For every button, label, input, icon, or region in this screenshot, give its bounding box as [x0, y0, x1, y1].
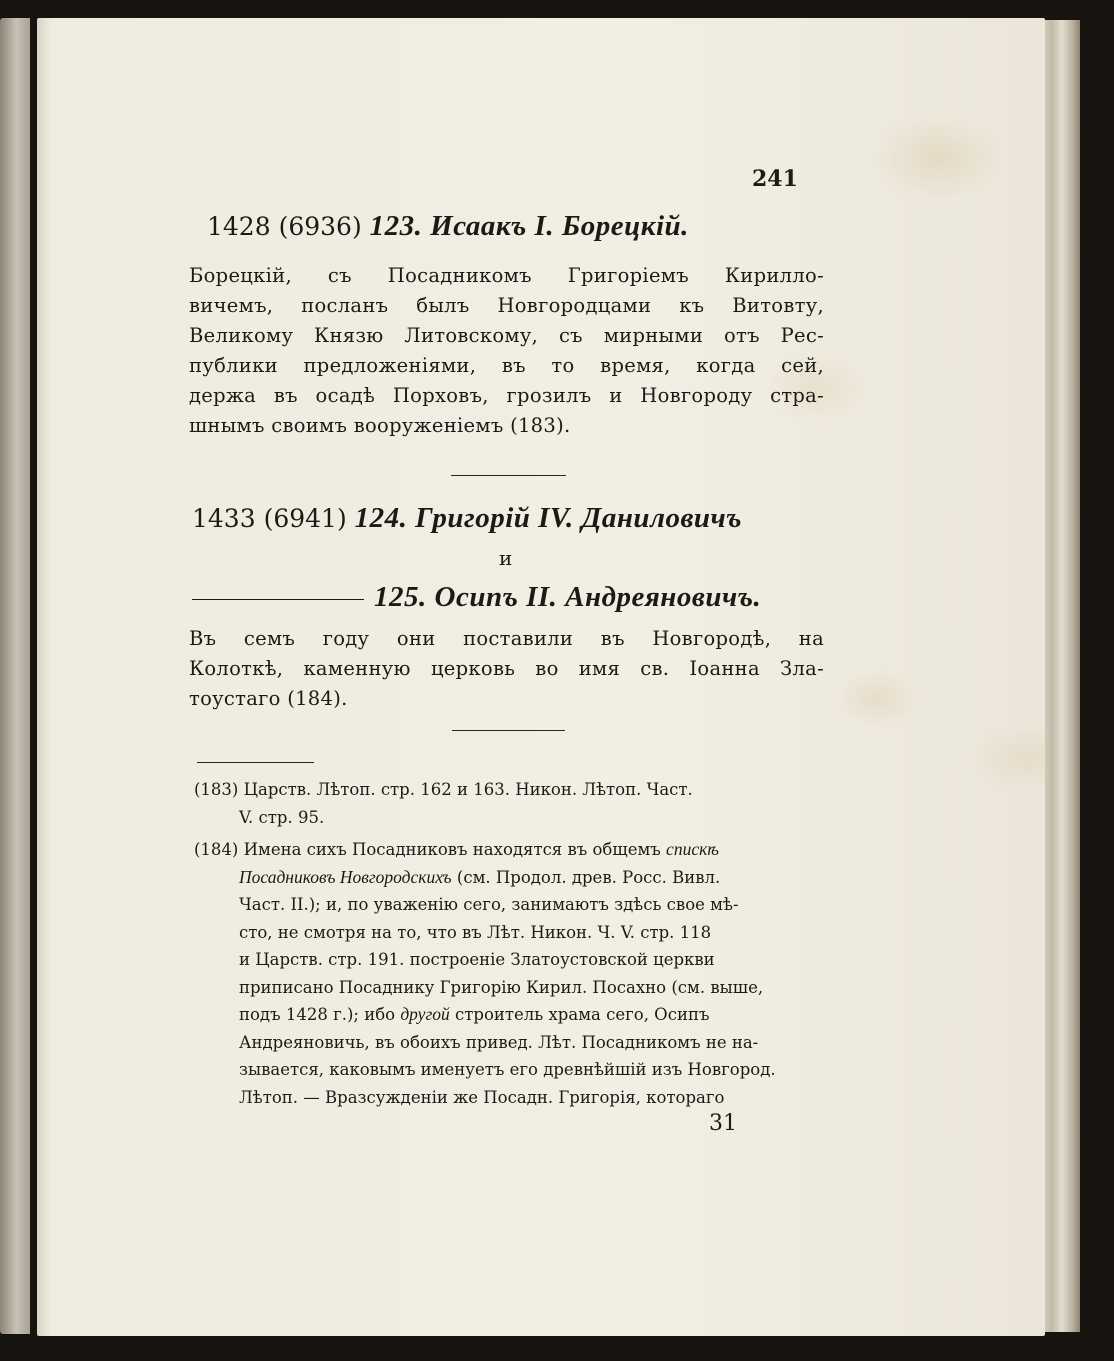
printer-signature-mark: 31 — [709, 1111, 737, 1136]
footnote-line: и Царств. стр. 191. построеніе Златоустовской церкви — [239, 950, 715, 969]
footnote-line: Посадниковъ Новгородскихъ (см. Продол. древ. Росс. Вивл. — [239, 866, 721, 887]
footnote-rule — [197, 762, 314, 763]
footnote-line: подъ 1428 г.); ибо другой строитель храма сего, Осипъ — [239, 1004, 710, 1024]
footnote-line: приписано Посаднику Григорію Кирил. Посахно (см. выше, — [239, 977, 764, 997]
paragraph-line: тоустаго (184). — [189, 687, 348, 710]
page-number: 241 — [752, 166, 798, 192]
footnote-184 — [194, 836, 834, 1111]
heading-1428-year: 1428 (6936) — [207, 212, 362, 241]
paragraph-line: вичемъ, посланъ былъ Новгородцами къ Витовту, — [189, 294, 824, 317]
paragraph-line: Борецкій, съ Посадникомъ Григоріемъ Кирилло- — [189, 264, 824, 287]
left-page-edge — [0, 18, 30, 1334]
heading-1433-name-2: 125. Осипъ II. Андреяновичъ. — [374, 581, 762, 613]
paragraph-line: Въ семъ году они поставили въ Новгородѣ, на — [189, 627, 824, 650]
heading-dash — [192, 599, 364, 600]
page-stack-edge — [1040, 20, 1080, 1332]
footnote-line: (184) Имена сихъ Посадниковъ находятся въ общемъ спискѣ — [194, 839, 719, 859]
footnote-line: Андреяновичь, въ обоихъ привед. Лѣт. Посадникомъ не на- — [239, 1032, 759, 1052]
paragraph-line: Колоткѣ, каменную церковь во имя св. Іоанна Зла- — [189, 657, 824, 680]
heading-1428 — [207, 210, 689, 243]
heading-1428-name: 123. Исаакъ I. Борецкій. — [369, 210, 689, 242]
section-divider — [451, 475, 566, 476]
footnote-line: Лѣтоп. — Вразсужденіи же Посадн. Григорія, котораго — [239, 1087, 725, 1107]
heading-1433-name-1: 124. Григорій IV. Даниловичъ — [354, 502, 743, 534]
heading-1433 — [192, 502, 742, 535]
footnote-line: сто, не смотря на то, что въ Лѣт. Никон. Ч. V. стр. 118 — [239, 922, 712, 942]
footnote-183 — [194, 776, 834, 831]
heading-1433-year: 1433 (6941) — [192, 504, 347, 533]
paragraph-1433 — [189, 624, 824, 714]
paragraph-line: публики предложеніями, въ то время, когда сей, — [189, 354, 824, 377]
footnote-line: зывается, каковымъ именуетъ его древнѣйшій изъ Новгород. — [239, 1060, 776, 1079]
paragraph-line: шнымъ своимъ вооруженіемъ (183). — [189, 414, 571, 437]
heading-1433-second — [192, 581, 761, 614]
paragraph-line: держа въ осадѣ Порховъ, грозилъ и Новгороду стра- — [189, 384, 824, 407]
paragraph-line: Великому Князю Литовскому, съ мирными отъ Рес- — [189, 324, 824, 347]
book-page — [37, 18, 1045, 1336]
heading-conjunction: и — [499, 546, 513, 570]
footnote-line: (183) Царств. Лѣтоп. стр. 162 и 163. Никон. Лѣтоп. Част. — [194, 780, 693, 799]
paragraph-1428 — [189, 261, 824, 441]
footnote-line: V. стр. 95. — [239, 807, 325, 827]
section-divider — [452, 730, 565, 731]
footnote-line: Част. II.); и, по уваженію сего, занимаютъ здѣсь свое мѣ- — [239, 895, 739, 914]
